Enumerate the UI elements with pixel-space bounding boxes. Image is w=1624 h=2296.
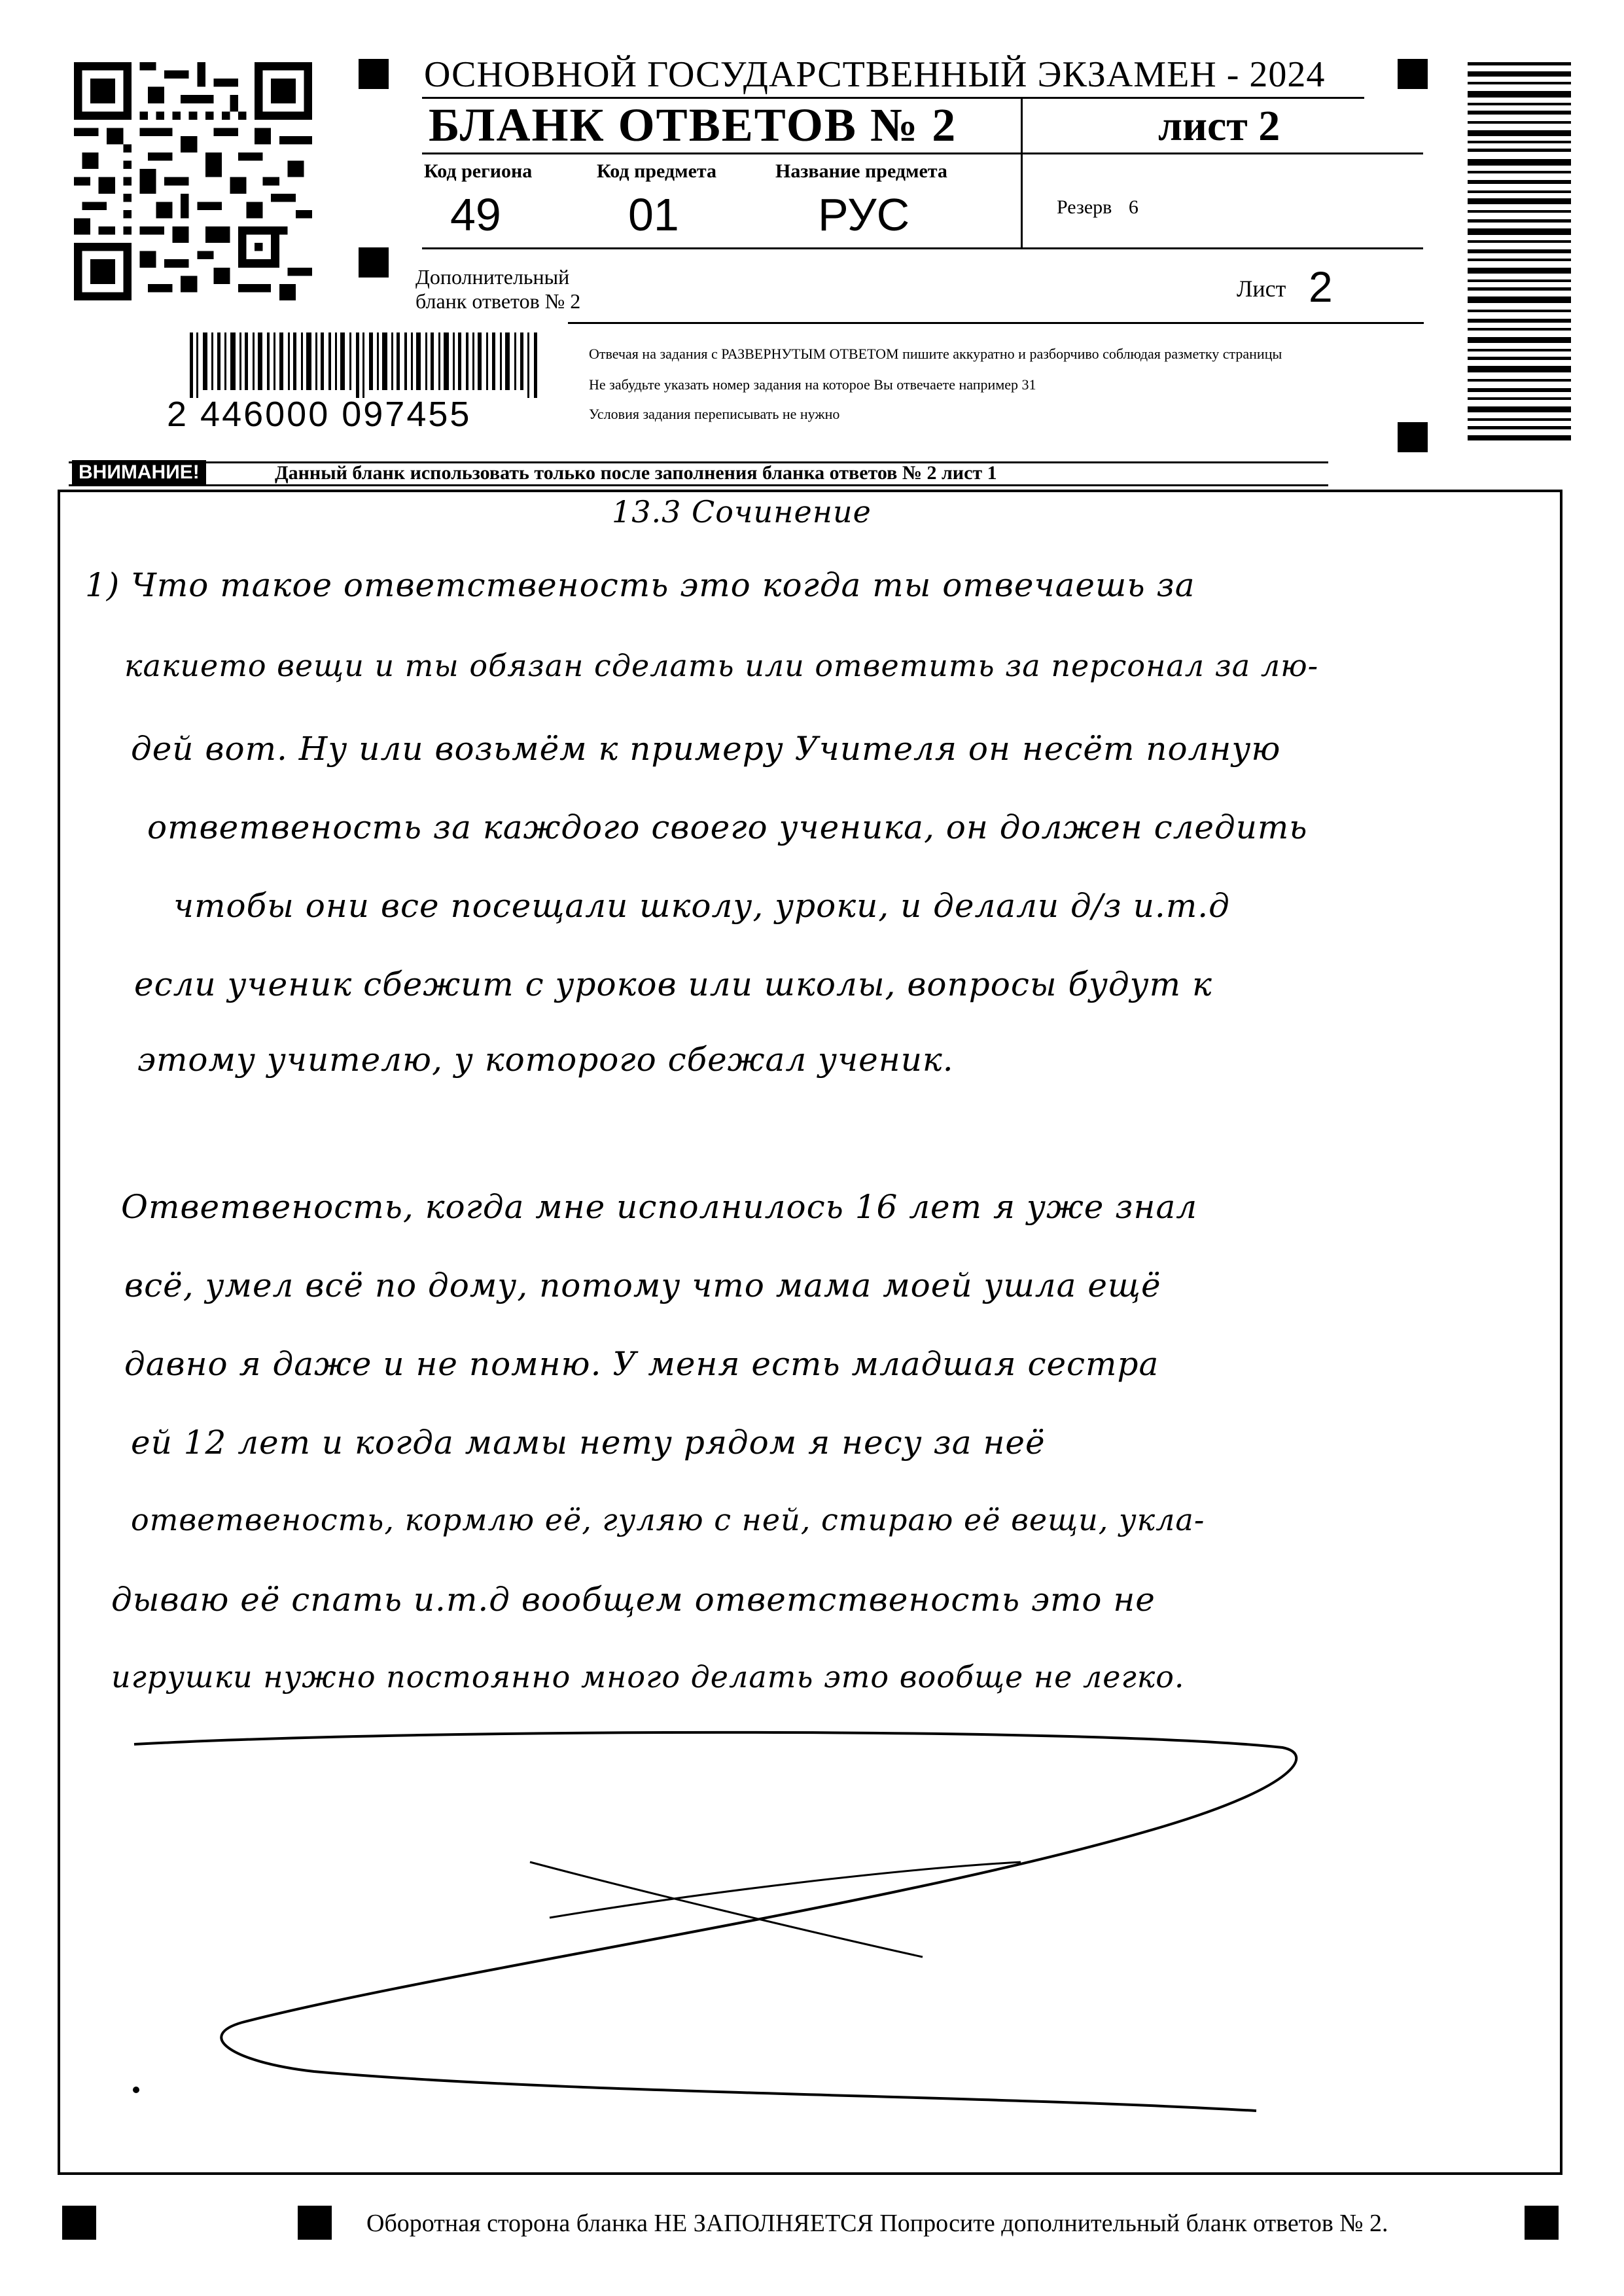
answer-heading: 13.3 Сочинение <box>612 494 872 529</box>
alignment-marker-bottom-2 <box>298 2206 332 2240</box>
answer-line: чтобы они все посещали школу, уроки, и делали д/з и.т.д <box>173 887 1230 925</box>
sheet-label: лист 2 <box>1158 102 1280 150</box>
reserve-label-text: Резерв <box>1057 196 1112 218</box>
header-divider <box>1021 98 1023 249</box>
answer-line: всё, умел всё по дому, потому что мама моей ушла ещё <box>124 1266 1161 1304</box>
header-rule-1 <box>422 152 1423 154</box>
subject-name-value: РУС <box>818 189 910 240</box>
instruction-3: Условия задания переписывать не нужно <box>589 406 840 422</box>
region-label: Код региона <box>424 160 533 182</box>
header-rule-2 <box>422 247 1423 249</box>
instruction-2: Не забудьте указать номер задания на которое Вы отвечаете например 31 <box>589 376 1036 393</box>
qr-code <box>74 62 312 300</box>
answer-line: дываю её спать и.т.д вообщем ответственость это не <box>111 1581 1156 1619</box>
answer-line: какието вещи и ты обязан сделать или ответить за персонал за лю- <box>124 648 1319 683</box>
answer-line: этому учителю, у которого сбежал ученик. <box>137 1041 954 1079</box>
answer-line: если ученик сбежит с уроков или школы, вопросы будут к <box>134 965 1212 1003</box>
region-value: 49 <box>450 189 501 240</box>
alignment-marker-bottom-3 <box>1525 2206 1559 2240</box>
header-rule-3 <box>568 322 1424 324</box>
subject-name-label: Название предмета <box>775 160 947 182</box>
answer-line: Ответвеность, когда мне исполнилось 16 лет я уже знал <box>121 1188 1198 1226</box>
alignment-marker-mid-right <box>1398 422 1428 452</box>
footer-note: Оборотная сторона бланка НЕ ЗАПОЛНЯЕТСЯ Попросите дополнительный бланк ответов № 2. <box>366 2210 1388 2237</box>
alignment-marker-top-left <box>359 59 389 89</box>
instruction-1: Отвечая на задания с РАЗВЕРНУТЫМ ОТВЕТОМ пишите аккуратно и разборчиво соблюдая разметку страницы <box>589 346 1282 362</box>
linear-barcode <box>190 332 543 398</box>
answer-line: ответвеность за каждого своего ученика, он должен следить <box>147 808 1308 846</box>
answer-line: дей вот. Ну или возьмём к примеру Учителя он несёт полную <box>131 730 1281 768</box>
subject-code-value: 01 <box>628 189 679 240</box>
additional-label-1: Дополнительный <box>415 265 570 289</box>
subject-code-label: Код предмета <box>597 160 716 182</box>
answer-line: ей 12 лет и когда мамы нету рядом я несу за неё <box>131 1424 1046 1462</box>
form-title: БЛАНК ОТВЕТОВ № 2 <box>429 99 957 151</box>
answer-line: ответвеность, кормлю её, гуляю с ней, стираю её вещи, укла- <box>131 1502 1205 1537</box>
answer-line: давно я даже и не помню. У меня есть младшая сестра <box>124 1345 1159 1383</box>
answer-line: 1) Что такое ответственость это когда ты отвечаешь за <box>85 566 1195 604</box>
warning-badge: ВНИМАНИЕ! <box>72 460 206 485</box>
exam-title: ОСНОВНОЙ ГОСУДАРСТВЕННЫЙ ЭКЗАМЕН - 2024 <box>424 54 1326 95</box>
barcode-number: 2 446000 097455 <box>167 395 472 434</box>
reserve-label <box>1057 196 1139 219</box>
reserve-value: 6 <box>1128 196 1139 218</box>
side-barcode <box>1468 62 1571 442</box>
empty-space-crossout <box>118 1715 1492 2140</box>
alignment-marker-bottom-1 <box>62 2206 96 2240</box>
alignment-marker-mid-left <box>359 247 389 278</box>
list-label: Лист <box>1237 276 1286 302</box>
alignment-marker-top-right <box>1398 59 1428 89</box>
additional-label-2: бланк ответов № 2 <box>415 289 581 313</box>
answer-line: игрушки нужно постоянно много делать это вообще не легко. <box>111 1659 1185 1695</box>
warning-text: Данный бланк использовать только после заполнения бланка ответов № 2 лист 1 <box>275 462 997 484</box>
list-value: 2 <box>1309 262 1333 311</box>
